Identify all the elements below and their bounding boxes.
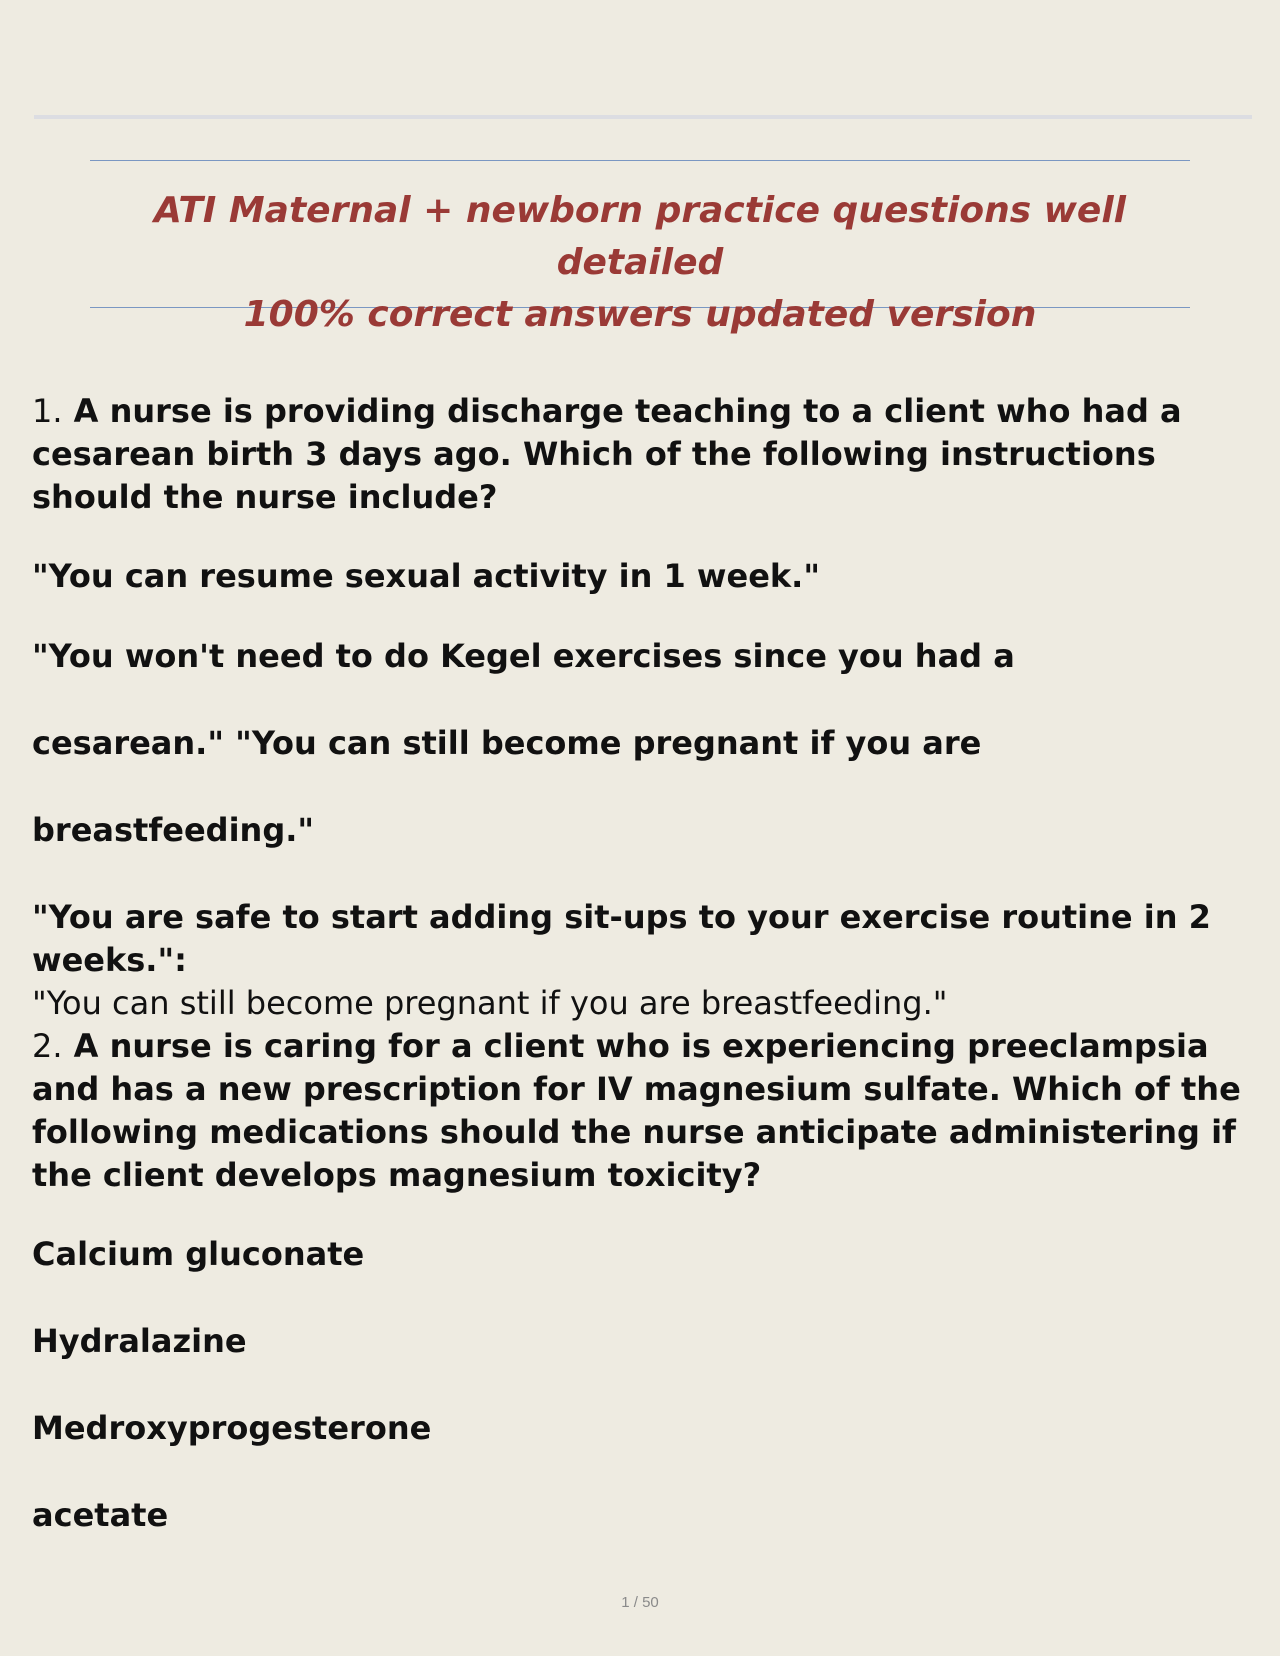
question-2-option: acetate xyxy=(32,1496,169,1534)
question-2-text: A nurse is caring for a client who is experiencing preeclampsia and has a new prescription for IV magnesium sulfate. Which of the following medications should the nurse anticipate administering if the client develops magnesium toxicity? xyxy=(32,1027,1241,1194)
question-2-stem xyxy=(32,1025,1257,1197)
document-body xyxy=(32,390,1257,1537)
question-1-option: breastfeeding." xyxy=(32,811,315,849)
question-1-option: "You can resume sexual activity in 1 week." xyxy=(32,557,820,595)
question-2-option: Calcium gluconate xyxy=(32,1235,365,1273)
document-title-line-1: ATI Maternal + newborn practice questions well detailed xyxy=(153,190,1127,283)
question-1-option: "You won't need to do Kegel exercises since you had a xyxy=(32,637,1015,675)
question-1-number: 1. xyxy=(32,392,63,430)
question-2-option: Hydralazine xyxy=(32,1322,247,1360)
question-1-text: A nurse is providing discharge teaching to a client who had a cesarean birth 3 days ago. Which of the following instructions should the nurse include? xyxy=(32,392,1182,516)
document-title-block xyxy=(90,160,1190,335)
question-2-option: Medroxyprogesterone xyxy=(32,1409,432,1447)
page-top-divider xyxy=(34,115,1252,119)
question-2-number: 2. xyxy=(32,1027,63,1065)
question-1-option: cesarean." "You can still become pregnant if you are xyxy=(32,724,982,762)
question-1-stem xyxy=(32,390,1257,519)
question-1-option: "You are safe to start adding sit-ups to your exercise routine in 2 weeks.": xyxy=(32,898,1211,979)
page-number: 1 / 50 xyxy=(621,1594,659,1611)
document-title xyxy=(90,185,1190,341)
document-title-line-2: 100% correct answers updated version xyxy=(243,294,1037,335)
question-1-answer: "You can still become pregnant if you are breastfeeding." xyxy=(32,984,948,1022)
